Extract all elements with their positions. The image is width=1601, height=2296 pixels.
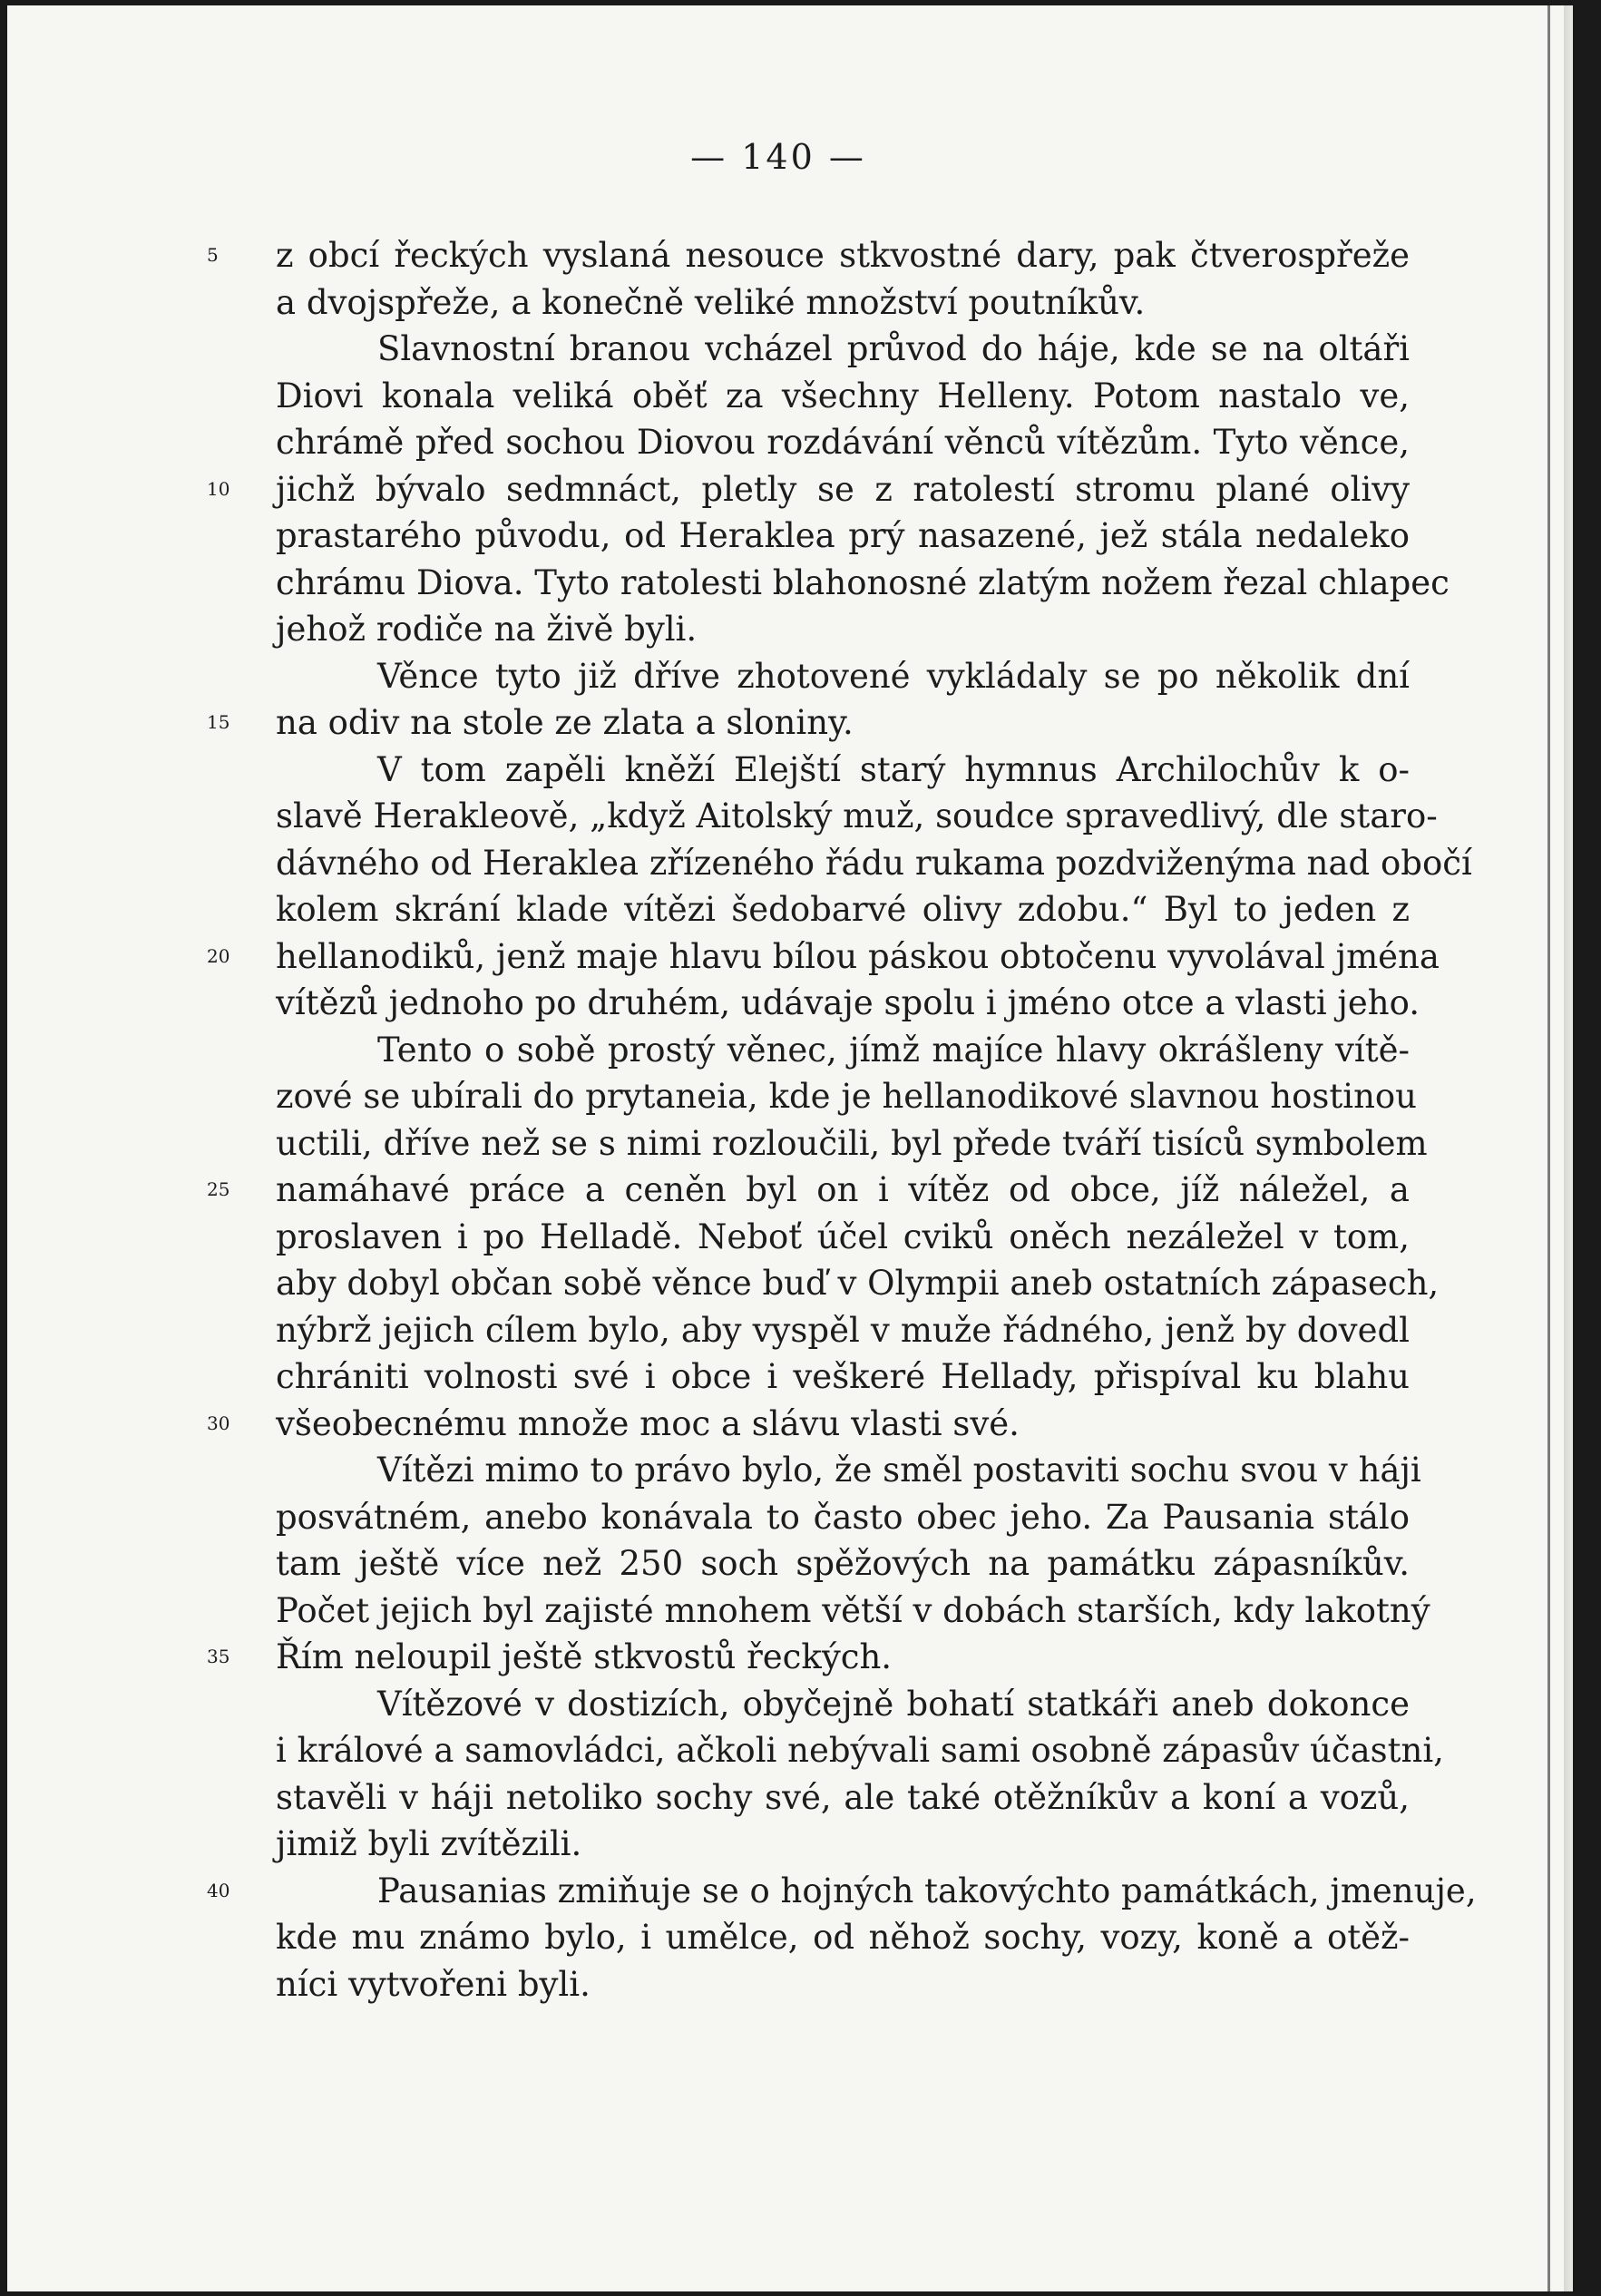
- page-edge-rule: [1547, 5, 1550, 2291]
- margin-line-number: 40: [207, 1879, 230, 1901]
- page-number-header: — 140 —: [690, 137, 866, 177]
- text-line: jichž bývalo sedmnáct, pletly se z ratolestí stromu plané olivy: [276, 469, 1410, 509]
- text-line: uctili, dříve než se s nimi rozloučili, byl přede tváří tisíců symbolem: [276, 1123, 1428, 1163]
- margin-line-number: 35: [207, 1646, 230, 1667]
- text-line: proslaven i po Helladě. Neboť účel cviků oněch nezáležel v tom,: [276, 1216, 1410, 1256]
- text-line: jimiž byli zvítězili.: [276, 1824, 582, 1863]
- book-page: [7, 5, 1573, 2291]
- text-line: kolem skrání klade vítězi šedobarvé olivy zdobu.“ Byl to jeden z: [276, 890, 1410, 929]
- text-line: chrámě před sochou Diovou rozdávání věnců vítězům. Tyto věnce,: [276, 423, 1410, 462]
- text-line: aby dobyl občan sobě věnce buď v Olympii aneb ostatních zápasech,: [276, 1264, 1440, 1303]
- page-edge-shadow: [1564, 5, 1573, 2291]
- margin-line-number: 10: [207, 477, 230, 500]
- text-line: zové se ubírali do prytaneia, kde je hellanodikové slavnou hostinou: [276, 1077, 1417, 1116]
- text-line: namáhavé práce a ceněn byl on i vítěz od obce, jíž náležel, a: [276, 1170, 1410, 1209]
- margin-line-number: 25: [207, 1178, 230, 1200]
- text-line: i králové a samovládci, ačkoli nebývali sami osobně zápasův účastni,: [276, 1731, 1444, 1770]
- text-line: Tento o sobě prostý věnec, jímž majíce hlavy okrášleny vítě-: [377, 1030, 1410, 1070]
- text-line: níci vytvořeni byli.: [276, 1964, 591, 2004]
- text-line: na odiv na stole ze zlata a sloniny.: [276, 703, 854, 742]
- text-line: všeobecnému množe moc a slávu vlasti své.: [276, 1403, 1020, 1443]
- text-line: nýbrž jejich cílem bylo, aby vyspěl v muže řádného, jenž by dovedl: [276, 1310, 1410, 1350]
- text-line: hellanodiků, jenž maje hlavu bílou páskou obtočenu vyvolával jména: [276, 936, 1440, 976]
- text-line: Počet jejich byl zajisté mnohem větší v dobách starších, kdy lakotný: [276, 1590, 1430, 1630]
- text-line: dávného od Heraklea zřízeného řádu rukama pozdviženýma nad obočí: [276, 843, 1472, 883]
- margin-line-number: 30: [207, 1412, 230, 1434]
- text-line: Pausanias zmiňuje se o hojných takovýchto památkách, jmenuje,: [377, 1871, 1477, 1910]
- margin-line-number: 15: [207, 711, 230, 733]
- text-line: V tom zapěli kněží Elejští starý hymnus Archilochův k o-: [377, 749, 1410, 789]
- text-line: Slavnostní branou vcházel průvod do háje, kde se na oltáři: [377, 329, 1410, 368]
- text-line: stavěli v háji netoliko sochy své, ale také otěžníkův a koní a vozů,: [276, 1777, 1410, 1817]
- text-line: tam ještě více než 250 soch spěžových na památku zápasníkův.: [276, 1544, 1410, 1583]
- text-line: kde mu známo bylo, i umělce, od něhož sochy, vozy, koně a otěž-: [276, 1918, 1410, 1957]
- text-line: chrámu Diova. Tyto ratolesti blahonosné zlatým nožem řezal chlapec: [276, 562, 1450, 602]
- text-line: vítězů jednoho po druhém, udávaje spolu i jméno otce a vlasti jeho.: [276, 983, 1420, 1022]
- text-line: Věnce tyto již dříve zhotovené vykládaly se po několik dní: [377, 656, 1410, 696]
- text-line: prastarého původu, od Heraklea prý nasazené, jež stála nedaleko: [276, 516, 1410, 555]
- body-text: [276, 232, 1477, 2008]
- text-line: Vítězové v dostizích, obyčejně bohatí statkáři aneb dokonce: [377, 1684, 1410, 1724]
- text-line: Vítězi mimo to právo bylo, že směl postaviti sochu svou v háji: [377, 1451, 1421, 1490]
- text-line: jehož rodiče na živě byli.: [276, 610, 698, 649]
- text-line: posvátném, anebo konávala to často obec jeho. Za Pausania stálo: [276, 1497, 1410, 1537]
- text-line: chrániti volnosti své i obce i veškeré Hellady, přispíval ku blahu: [276, 1357, 1410, 1396]
- text-line: a dvojspřeže, a konečně veliké množství poutníkův.: [276, 282, 1146, 322]
- text-line: Diovi konala veliká oběť za všechny Helleny. Potom nastalo ve,: [276, 376, 1410, 415]
- margin-line-number: 20: [207, 944, 230, 967]
- margin-line-number: 5: [207, 244, 219, 266]
- text-line: slavě Herakleově, „když Aitolský muž, soudce spravedlivý, dle staro-: [276, 796, 1438, 835]
- text-line: Řím neloupil ještě stkvostů řeckých.: [276, 1637, 893, 1676]
- text-line: z obcí řeckých vyslaná nesouce stkvostné dary, pak čtverospřeže: [276, 236, 1410, 275]
